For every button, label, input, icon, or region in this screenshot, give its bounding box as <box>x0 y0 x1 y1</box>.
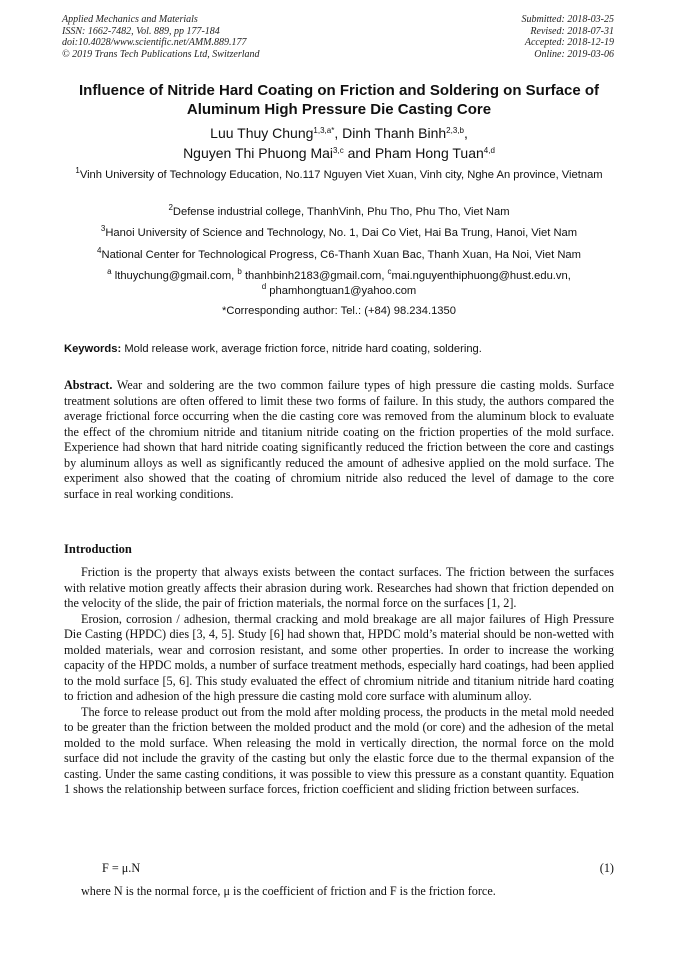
author-sup: 3,c <box>333 146 344 155</box>
paragraph: The force to release product out from the mold after molding process, the products in the metal mold needed to be greater than the friction between the molded product and the mold (or core) and the adhesion of the metal molded to the mold surface. When releasing the mold in vertically direction, the normal force on the mold surface did not include the gravity of the casting but only the elastic force due to the thermal expansion of the casting. Under the same casting conditions, it was possible to view this pressure as a constant quantity. Equation 1 shows the relationship between surface forces, friction coefficient and sliding friction between surfaces. <box>64 704 614 796</box>
keywords <box>64 342 616 356</box>
email-link[interactable]: lthuychung@gmail.com, <box>114 270 235 282</box>
abstract-text: Wear and soldering are the two common failure types of high pressure die casting molds. Surface treatment solutions are often offered to limit these two forms of failure. In this study, the authors compared the average frictional force occurring when the die casting core was removed from the aluminum block to evaluate the effect of the chromium nitride and titanium nitride coating on the friction properties of the mold surface. Experience had shown that hard nitride coating significantly reduced the friction between the core and castings by aluminum alloys as well as significantly reduced the amount of adhesive applied on the mold surface. The experiment also showed that the coating of chromium nitride also reduced the level of damage to the core surface in real working conditions. <box>64 378 615 501</box>
affiliation-3: $^3$Hanoi University of Science and Technology, No. 1, Dai Co Viet, Hai Ba Trung, Hanoi, Viet Nam <box>100 224 578 239</box>
author-sup: 2,3,b <box>446 126 464 135</box>
affiliation-4: $^4$National Center for Technological Progress, C6-Thanh Xuan Bac, Thanh Xuan, Ha Noi, Viet Nam <box>97 246 581 261</box>
author-list: Luu Thuy Chung$^{1,3,a*}$, Dinh Thanh Binh$^{2,3,b}$, Nguyen Thi Phuong Mai$^{3,c}$ and Pham Hong Tuan$^{4,d}$ <box>183 125 495 161</box>
author-name: Dinh Thanh Binh <box>342 125 447 141</box>
author-name: Nguyen Thi Phuong Mai <box>183 145 334 161</box>
closing-paragraph <box>64 884 614 900</box>
equation-number: (1) <box>599 861 614 875</box>
revised-date: Revised: 2018-07-31 <box>530 25 614 37</box>
online-date: Online: 2019-03-06 <box>534 48 614 60</box>
keywords-label: Keywords: <box>64 343 122 355</box>
paper-title: Influence of Nitride Hard Coating on Friction and Soldering on Surface of Aluminum High Pressure Die Casting Core <box>78 82 600 118</box>
affiliation-2: $^2$Defense industrial college, ThanhVinh, Phu Tho, Phu Tho, Viet Nam <box>168 203 510 218</box>
journal-header-right <box>522 14 615 60</box>
affiliation-1: $^1$Vinh University of Technology Education, No.117 Nguyen Viet Xuan, Vinh city, Nghe An province, Vietnam <box>75 166 603 181</box>
introduction-body <box>64 565 614 798</box>
paragraph: Erosion, corrosion / adhesion, thermal cracking and mold breakage are all major failures of High Pressure Die Casting (HPDC) dies [3, 4, 5]. Study [6] had shown that, HPDC mold’s material should be non-wetted with molded materials, wear and corrosion resistant, and some other properties. In order to increase the working capacity of the HPDC molds, a number of surface treatment methods, especially hard coatings, had been applied to the mold surface [5, 6]. This study evaluated the effect of chromium nitride and titanium nitride hard coating to friction and adhesion of the high pressure die casting mold core surface with aluminum alloy. <box>64 611 614 703</box>
email-link[interactable]: thanhbinh2183@gmail.com, <box>244 270 385 282</box>
email-link[interactable]: mai.nguyenthiphuong@hust.edu.vn, <box>391 270 571 282</box>
accepted-date: Accepted: 2018-12-19 <box>524 37 614 48</box>
author-sup: 4,d <box>483 146 495 155</box>
journal-name: Applied Mechanics and Materials <box>62 14 198 25</box>
author-emails: $^a$ lthuychung@gmail.com, $^b$ thanhbinh2183@gmail.com, $^c$mai.nguyenthiphuong@hust.edu.vn, $^d$ phamhongtuan1@yahoo.com <box>107 267 571 297</box>
corresponding-author: *Corresponding author: Tel.: (+84) 98.234.1350 <box>222 305 456 317</box>
abstract <box>64 378 614 502</box>
keywords-text: Mold release work, average friction force, nitride hard coating, soldering. <box>124 343 482 355</box>
author-name: Luu Thuy Chung <box>210 125 314 141</box>
issn-line: ISSN: 1662-7482, Vol. 889, pp 177-184 <box>62 25 220 37</box>
email-link[interactable]: phamhongtuan1@yahoo.com <box>269 284 417 297</box>
section-heading: Introduction <box>64 542 132 556</box>
copyright-line: © 2019 Trans Tech Publications Ltd, Switzerland <box>62 48 260 60</box>
doi-line: doi:10.4028/www.scientific.net/AMM.889.177 <box>62 37 247 48</box>
journal-header-left <box>62 14 260 60</box>
submitted-date: Submitted: 2018-03-25 <box>521 14 614 25</box>
abstract-label: Abstract. <box>64 378 113 392</box>
paragraph: Friction is the property that always exists between the contact surfaces. The friction between the surfaces with relative motion greatly affects their abrasion during work. Researches had shown that friction depended on the velocity of the slide, the pair of friction materials, the normal force on the surfaces [1, 2]. <box>64 565 614 610</box>
author-name: Pham Hong Tuan <box>374 145 484 161</box>
equation-formula: F = μ.N <box>102 861 141 875</box>
author-sup: 1,3,a* <box>313 126 335 135</box>
paragraph: where N is the normal force, μ is the coefficient of friction and F is the friction force. <box>81 884 496 898</box>
